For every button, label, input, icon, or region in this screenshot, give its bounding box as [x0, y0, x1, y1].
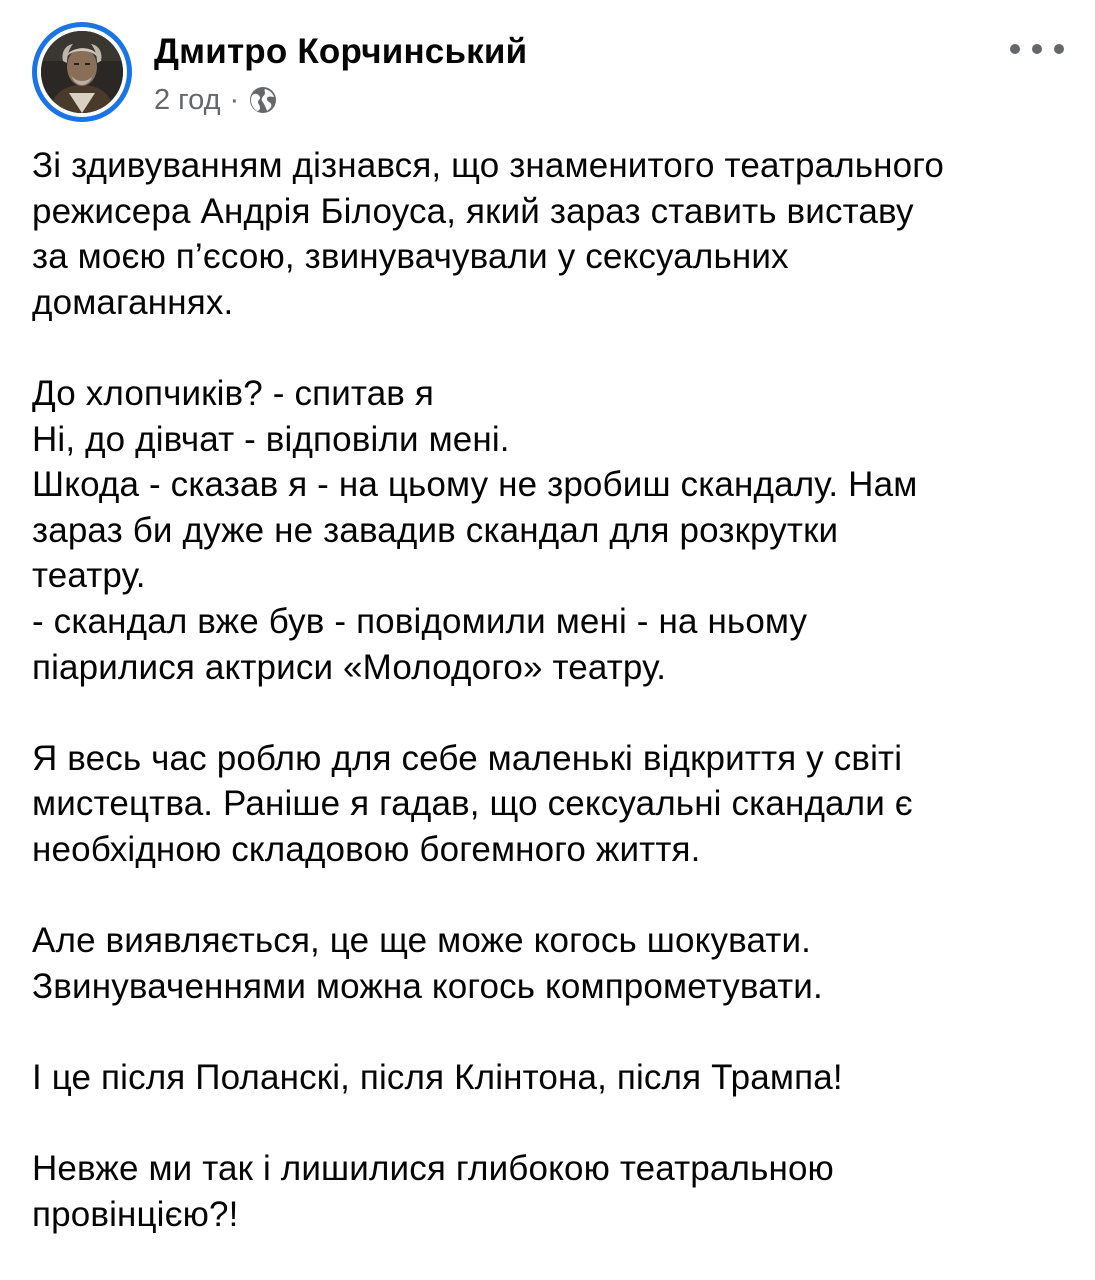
paragraph: [32, 1146, 1067, 1237]
globe-icon[interactable]: [248, 85, 278, 115]
paragraph-gap: [32, 1009, 1067, 1055]
post-text-line: Шкода - сказав я - на цьому не зробиш скандалу. Нам: [32, 465, 918, 505]
paragraph-gap: [32, 1100, 1067, 1146]
post-text-line: зараз би дуже не завадив скандал для розкрутки: [32, 510, 839, 550]
paragraph: [32, 736, 1067, 873]
post-body: [32, 143, 1067, 1237]
story-ring-avatar-button[interactable]: [32, 22, 132, 122]
paragraph-gap: [32, 690, 1067, 736]
post-text-line: Звинуваченнями можна когось компрометувати.: [32, 966, 823, 1006]
more-options-icon[interactable]: [1010, 34, 1064, 64]
post-text-line: - скандал вже був - повідомили мені - на ньому: [32, 601, 808, 641]
post-text-line: театру.: [32, 556, 146, 596]
post-text-line: домаганнях.: [32, 282, 234, 322]
avatar[interactable]: [41, 31, 123, 113]
paragraph: [32, 143, 1067, 325]
author-name[interactable]: Дмитро Корчинський: [154, 32, 528, 71]
more-dot: [1054, 44, 1064, 54]
post-meta: [154, 82, 278, 118]
post-text-line: піарилися актриси «Молодого» театру.: [32, 647, 667, 687]
post-text-line: режисера Андрія Білоуса, який зараз ставить виставу: [32, 191, 914, 231]
post-text-line: До хлопчиків? - спитав я: [32, 373, 435, 413]
post-text-line: Невже ми так і лишилися глибокою театральною: [32, 1149, 834, 1189]
paragraph: [32, 1055, 1067, 1101]
post-time[interactable]: 2 год: [154, 83, 221, 116]
post-text-line: необхідною складовою богемного життя.: [32, 829, 701, 869]
post-text-line: Ні, до дівчат - відповіли мені.: [32, 419, 510, 459]
paragraph: [32, 371, 1067, 690]
meta-separator: ·: [229, 83, 240, 116]
post-text-line: мистецтва. Раніше я гадав, що сексуальні скандали є: [32, 784, 913, 824]
avatar-photo: [41, 31, 123, 113]
post-text-line: провінцією?!: [32, 1194, 239, 1234]
post-text-line: Я весь час роблю для себе маленькі відкриття у світі: [32, 738, 903, 778]
paragraph: [32, 918, 1067, 1009]
post-text-line: Зі здивуванням дізнався, що знаменитого театрального: [32, 146, 945, 185]
more-dot: [1010, 44, 1020, 54]
paragraph-gap: [32, 873, 1067, 919]
paragraph-gap: [32, 325, 1067, 371]
post-text-line: Але виявляється, це ще може когось шокувати.: [32, 921, 812, 961]
post-header: [32, 22, 1072, 122]
post-text-line: І це після Поланскі, після Клінтона, після Трампа!: [32, 1057, 843, 1097]
post-text-line: за моєю п’єсою, звинувачували у сексуальних: [32, 237, 789, 277]
more-dot: [1032, 44, 1042, 54]
